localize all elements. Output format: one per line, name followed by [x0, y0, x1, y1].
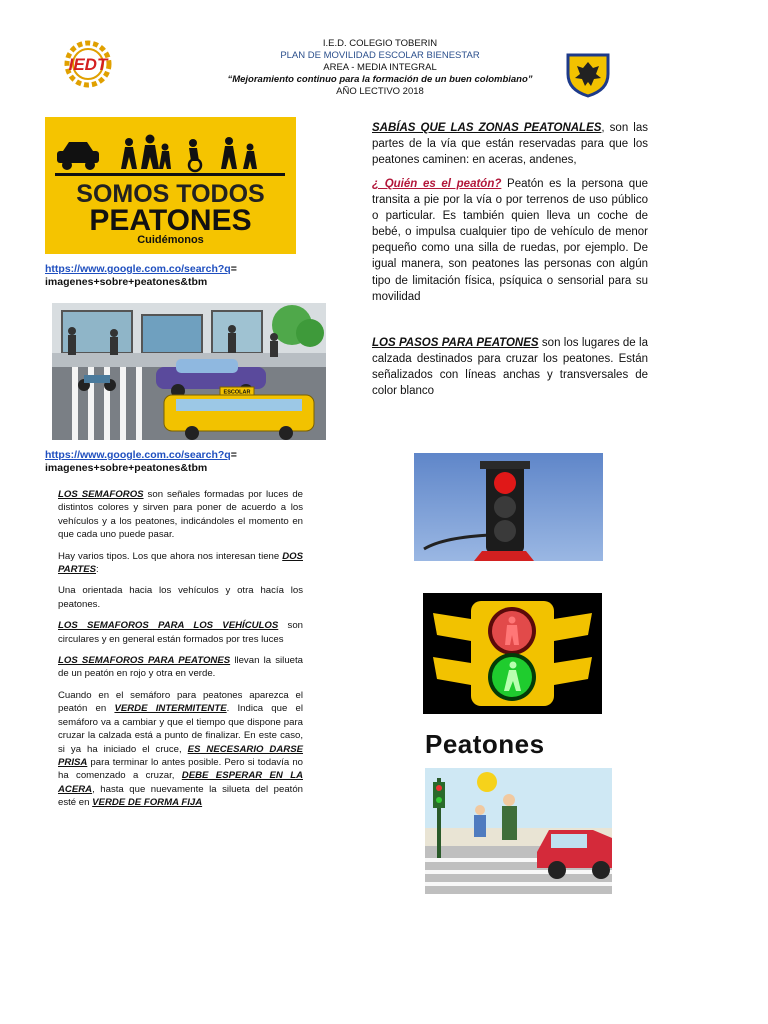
semaforos-peatones-text: llevan la silueta de un peatón en rojo y otra en verde.: [58, 655, 303, 680]
intermitente-text-c: para terminar lo antes posible. Pero si todavía no ha comenzado a cruzar,: [58, 756, 303, 782]
intermitente-text-b: . Indica que el semáforo va a cambiar y que el tiempo que dispone para cruzar la calzada está a punto de finalizar. En este caso, si ya ha iniciado el cruce,: [58, 703, 303, 755]
school-motto: “Mejoramiento continuo para la formación de un buen colombiano”: [227, 74, 533, 85]
area-title: AREA - MEDIA INTEGRAL: [323, 62, 437, 73]
link-url[interactable]: https://www.google.com.co/search?q: [45, 449, 231, 461]
semaforos-peatones-heading: LOS SEMAFOROS PARA PEATONES: [58, 655, 231, 667]
semaforos-paragraph-6: [58, 689, 303, 810]
link-suffix: =: [230, 449, 237, 461]
link-query: imagenes+sobre+peatones&tbm: [45, 276, 208, 288]
logo-text: IEDT: [68, 55, 108, 74]
semaforos-text: son señales formadas por luces de distintos colores y sirven para poner de acuerdo a los vehículos y a los peatones, indicándoles el momento en que cada uno puede pasar.: [58, 489, 304, 541]
intermitente-text-a: Cuando en el semáforo para peatones aparezca el peatón en: [58, 689, 303, 715]
semaforos-heading: LOS SEMAFOROS: [58, 489, 144, 500]
image-source-link-1[interactable]: [45, 263, 237, 289]
tipos-colon: :: [96, 564, 99, 576]
paragraph-zonas-peatonales: [372, 120, 648, 168]
verde-intermitente-emphasis: VERDE INTERMITENTE: [114, 703, 227, 715]
school-name: I.E.D. COLEGIO TOBERIN: [322, 38, 438, 49]
peatones-image-title: Peatones: [425, 729, 545, 759]
esperar-acera-emphasis: DEBE ESPERAR EN LA ACERA: [58, 770, 303, 795]
poster-line1: SOMOS TODOS: [76, 180, 265, 208]
traffic-light-photo: [414, 453, 603, 561]
zonas-peatonales-text: , son las partes de la vía que están reservadas para que los peatones caminen: en aceras, andenes,: [372, 122, 648, 167]
darse-prisa-emphasis: ES NECESARIO DARSE PRISA: [58, 743, 304, 768]
bogota-crest: [563, 52, 613, 98]
link-url[interactable]: https://www.google.com.co/search?q: [45, 263, 231, 275]
pasos-peatones-heading: LOS PASOS PARA PEATONES: [372, 337, 539, 349]
street-illustration: [52, 303, 326, 440]
paragraph-pasos-peatones: [372, 335, 648, 399]
tipos-text: Hay varios tipos. Los que ahora nos interesan tiene: [58, 550, 283, 562]
image-source-link-2[interactable]: [45, 449, 237, 475]
zonas-peatonales-heading: SABÍAS QUE LAS ZONAS PEATONALES: [372, 122, 602, 134]
semaforos-article: [58, 488, 303, 810]
semaforos-paragraph-3: Una orientada hacia los vehículos y otra hacía los peatones.: [58, 585, 303, 610]
semaforos-paragraph-2: [58, 550, 303, 577]
semaforos-paragraph-1: [58, 488, 303, 542]
peatones-crossing-illustration: [425, 768, 612, 894]
quien-es-peaton-heading: ¿ Quién es el peatón?: [372, 178, 502, 190]
poster-line3: Cuidémonos: [137, 234, 204, 246]
pasos-peatones-text: son los lugares de la calzada destinados para cruzar los peatones. Están señalizados con líneas anchas y transversales de color blanco: [372, 337, 648, 398]
school-year: AÑO LECTIVO 2018: [336, 86, 424, 97]
semaforos-paragraph-5: [58, 654, 303, 681]
quien-es-peaton-text: Peatón es la persona que transita a pie por la vía o por terrenos de uso público o particular. Es también quien lleva un coche de bebé, o impulsa cualquier tipo de vehículo de menor pequeño como una silla de ruedas, por ejemplo. De igual manera, son peatones las personas con algún tipo de limitación física, psíquica o sensorial para su movilidad: [372, 178, 648, 303]
semaforos-vehiculos-heading: LOS SEMAFOROS PARA LOS VEHÍCULOS: [58, 620, 279, 632]
intermitente-text-d: , hasta que nuevamente la silueta del peatón esté en: [58, 783, 303, 809]
semaforos-paragraph-4: [58, 619, 303, 646]
peatones-poster: [45, 117, 296, 254]
plan-title: PLAN DE MOVILIDAD ESCOLAR BIENESTAR: [280, 50, 480, 61]
semaforos-vehiculos-text: son circulares y en general están formados por tres luces: [58, 620, 303, 645]
verde-fijo-emphasis: VERDE DE FORMA FIJA: [92, 797, 203, 809]
pedestrian-signal-image: [423, 593, 602, 714]
bus-sign-text: ESCOLAR: [223, 389, 251, 396]
link-query: imagenes+sobre+peatones&tbm: [45, 462, 208, 474]
paragraph-quien-es-peaton: [372, 176, 648, 305]
dos-partes-emphasis: DOS PARTES: [58, 550, 303, 576]
poster-line2: PEATONES: [89, 204, 252, 237]
link-suffix: =: [230, 263, 237, 275]
school-logo: [52, 38, 124, 90]
